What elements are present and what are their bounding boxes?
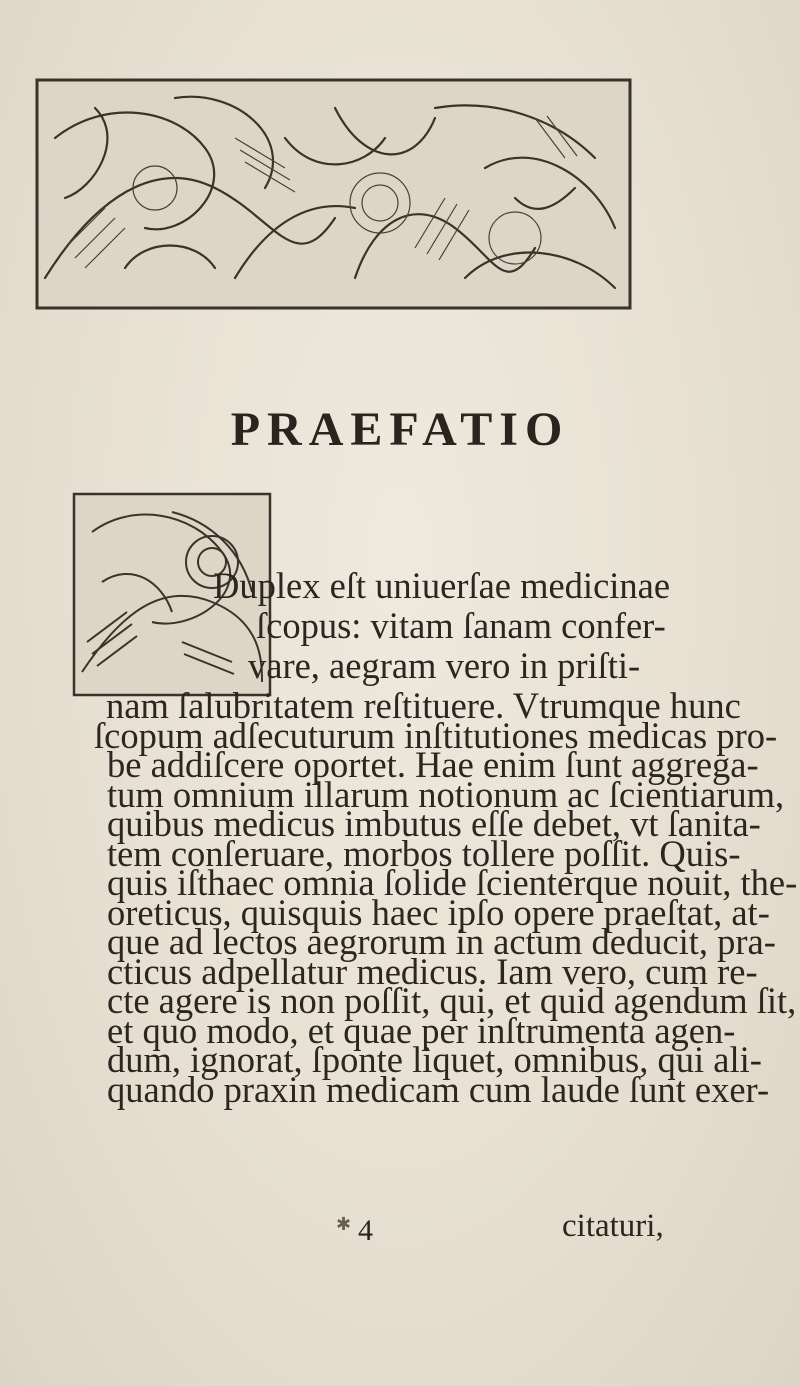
text-line: quibus medicus imbutus eſſe debet, vt ſanita- [107,803,761,844]
text-line: tum omnium illarum notionum ac ſcientiarum, [107,773,785,815]
text-line: cticus adpellatur medicus. Iam vero, cum re- [107,950,758,992]
text-line: que ad lectos aegrorum in actum deducit, pra- [107,921,776,962]
text-line: et quo modo, et quae per inſtrumenta agen- [107,1009,736,1051]
text-line: cte agere is non poſſit, qui, et quid agendum ſit, [107,980,797,1021]
page-number: 4 [358,1214,373,1247]
page-title: PRAEFATIO [230,403,570,456]
text-line: tem conſeruare, morbos tollere poſſit. Quis- [107,832,741,874]
text-line: oreticus, quisquis haec ipſo opere praeſtat, at- [107,891,770,933]
text-line: be addiſcere oportet. Hae enim ſunt aggrega- [107,744,759,785]
text-line: quando praxin medicam cum laude ſunt exer- [107,1068,770,1110]
signature-mark-icon: ✱ [336,1214,352,1234]
text-line: dum, ignorat, ſponte liquet, omnibus, qui ali- [107,1039,762,1080]
text-line: vare, aegram vero in priſti- [248,645,641,686]
text-line: ſcopus: vitam ſanam confer- [256,605,666,646]
catchword: citaturi, [562,1208,664,1244]
text-line: Duplex eſt uniuerſae medicinae [213,565,671,606]
text-line: ſcopum adſecuturum inſtitutiones medicas pro- [94,714,778,756]
headpiece-ornament-icon [35,78,632,310]
text-line: quis iſthaec omnia ſolide ſcienterque nouit, the- [107,862,798,903]
text-line: nam ſalubritatem reſtituere. Vtrumque hunc [106,685,741,726]
